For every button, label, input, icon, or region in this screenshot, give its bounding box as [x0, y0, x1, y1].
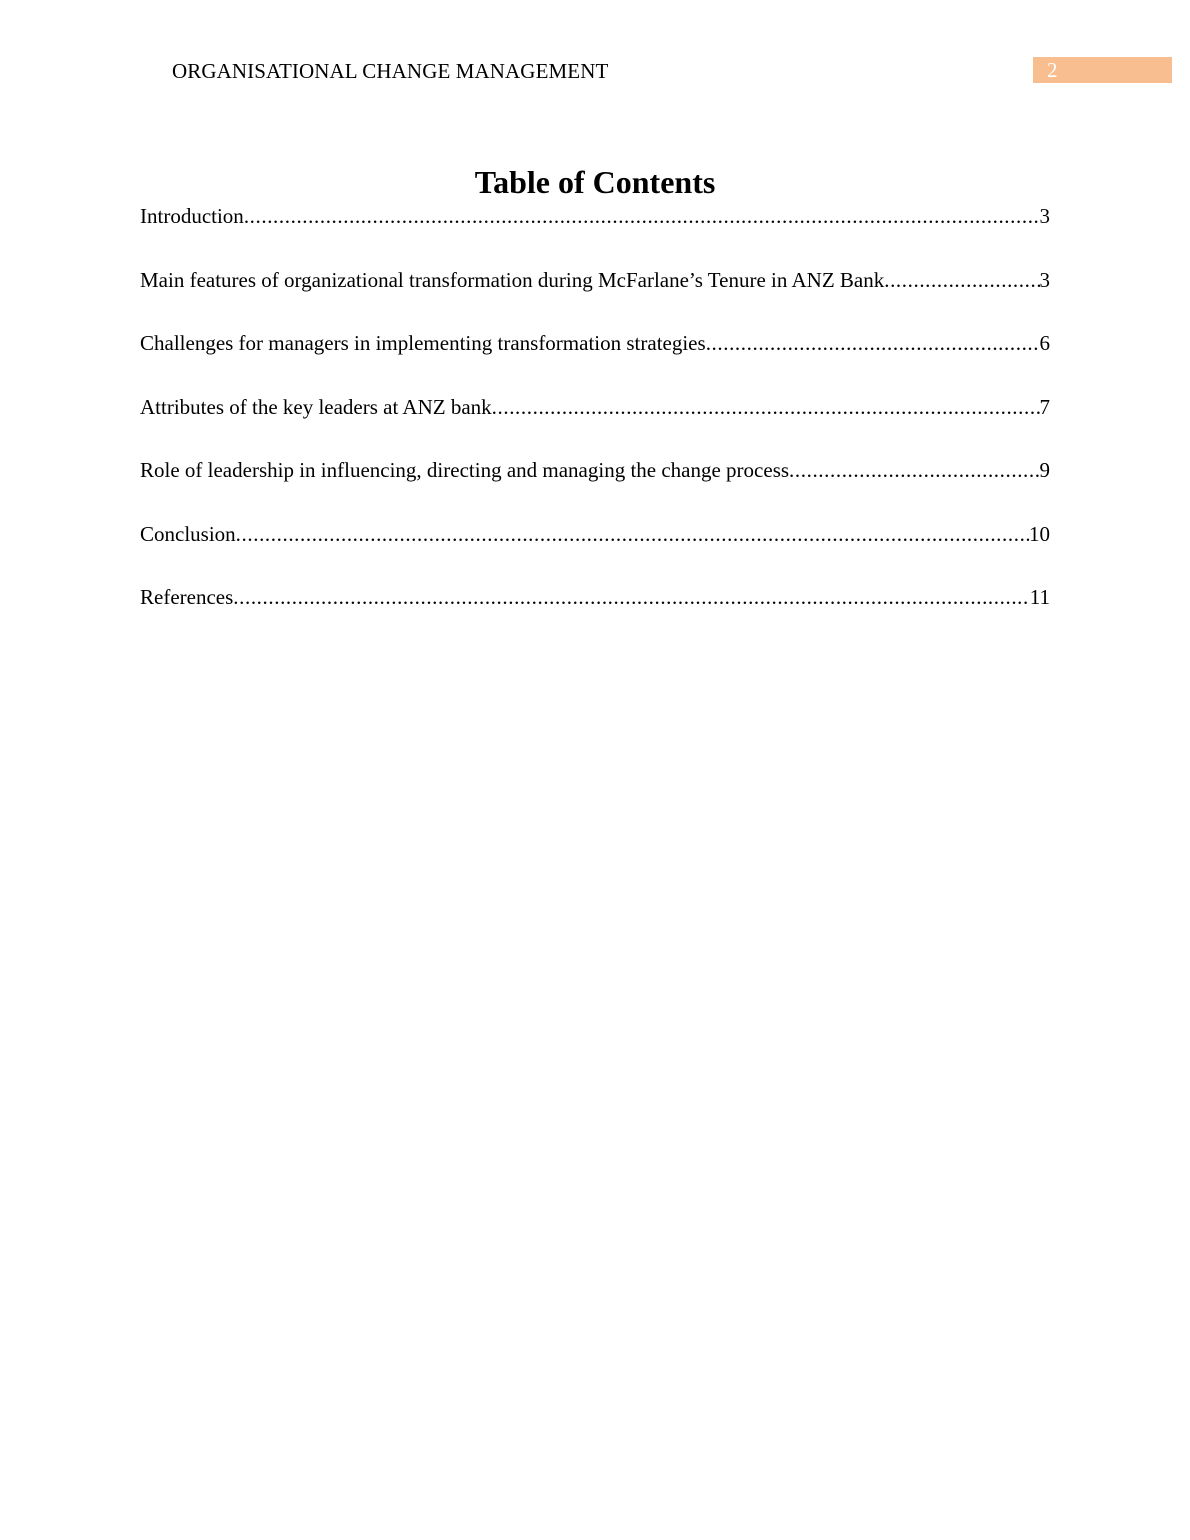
toc-dot-leader: [789, 455, 1039, 485]
toc-entry-label: References: [140, 585, 234, 609]
toc-entry-page: 9: [1039, 458, 1050, 482]
toc-entry-references[interactable]: [140, 582, 1050, 646]
toc-dot-leader: [244, 201, 1040, 231]
toc-entry-attributes[interactable]: [140, 392, 1050, 456]
toc-entry-page: 3: [1039, 267, 1050, 292]
toc-entry-page: 11: [1029, 585, 1050, 609]
toc-entry-label: Attributes of the key leaders at ANZ bank: [140, 394, 492, 419]
toc-entry-challenges[interactable]: [140, 328, 1050, 392]
toc-list: [140, 201, 1050, 646]
toc-dot-leader: [706, 328, 1040, 358]
toc-entry-label: Main features of organizational transformation during McFarlane’s Tenure in ANZ Bank: [140, 267, 885, 292]
toc-dot-leader: [884, 265, 1039, 295]
page-number-badge: 2: [1033, 57, 1172, 83]
toc-entry-label: Introduction: [140, 204, 244, 228]
toc-dot-leader: [236, 519, 1029, 549]
toc-entry-introduction[interactable]: [140, 201, 1050, 265]
toc-entry-page: 7: [1039, 394, 1050, 419]
toc-entry-main-features[interactable]: [140, 265, 1050, 329]
toc-entry-label: Role of leadership in influencing, directing and managing the change process: [140, 458, 790, 482]
toc-title: Table of Contents: [474, 164, 716, 200]
toc-entry-page: 6: [1039, 331, 1050, 355]
toc-entry-role-of-leadership[interactable]: [140, 455, 1050, 519]
toc-entry-page: 3: [1039, 204, 1050, 228]
toc-entry-conclusion[interactable]: [140, 519, 1050, 583]
toc-dot-leader: [492, 392, 1040, 422]
toc-dot-leader: [233, 582, 1029, 612]
toc-entry-page: 10: [1029, 521, 1050, 546]
toc-entry-label: Challenges for managers in implementing transformation strategies: [140, 331, 706, 355]
toc-entry-label: Conclusion: [140, 521, 236, 546]
running-head-title: ORGANISATIONAL CHANGE MANAGEMENT: [172, 59, 609, 83]
